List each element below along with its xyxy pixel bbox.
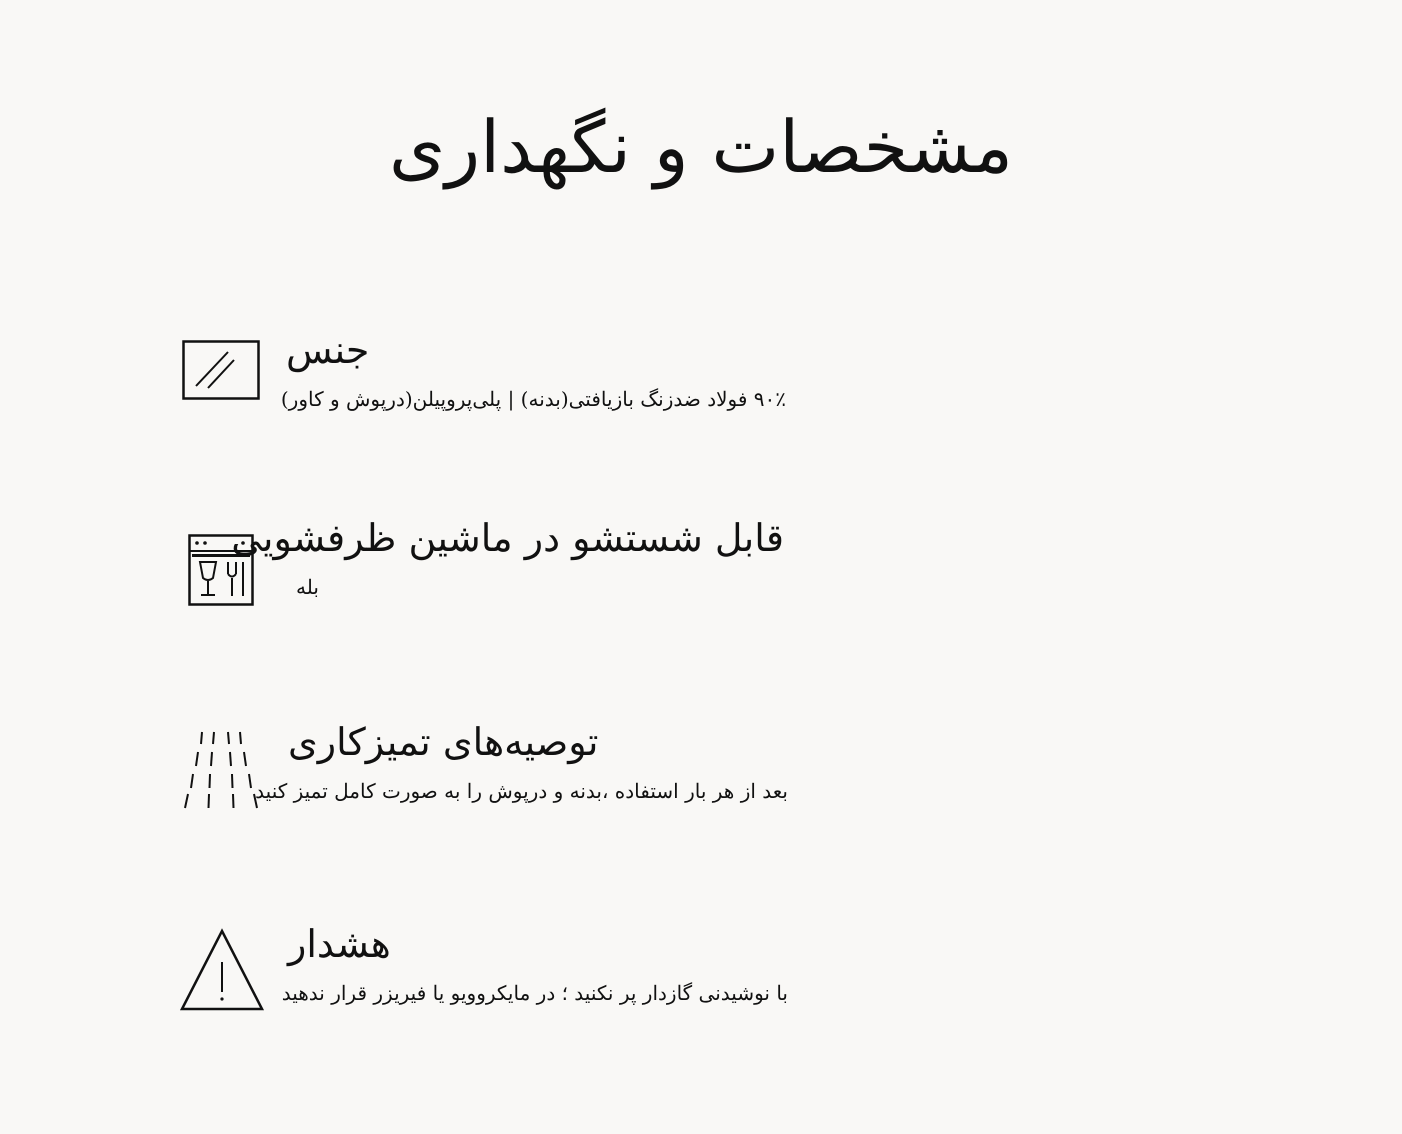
spec-heading: هشدار	[288, 922, 391, 966]
spec-cleaning	[178, 714, 798, 824]
spec-heading: قابل شستشو در ماشین ظرفشویی	[231, 516, 784, 560]
spec-description: بله	[296, 575, 319, 599]
spec-warning-text	[281, 916, 788, 1010]
spec-dishwasher-text	[231, 510, 784, 604]
spec-description: ۹۰٪ فولاد ضدزنگ بازیافتی(بدنه) | پلی‌پروپیلن(درپوش و کاور)	[280, 387, 786, 411]
spec-material	[178, 322, 798, 432]
spec-warning	[178, 916, 798, 1026]
cleaning-spray-icon	[182, 730, 262, 812]
spec-dishwasher	[178, 510, 798, 620]
material-icon	[182, 340, 262, 402]
spec-heading: جنس	[286, 328, 370, 372]
spec-heading: توصیه‌های تمیزکاری	[288, 720, 599, 764]
page-title: مشخصات و نگهداری	[389, 105, 1013, 189]
spec-description: بعد از هر بار استفاده ،بدنه و درپوش را به صورت کامل تمیز کنید	[255, 779, 788, 803]
warning-icon	[180, 928, 266, 1012]
spec-description: با نوشیدنی گازدار پر نکنید ؛ در مایکروویو یا فیریزر قرار ندهید	[281, 981, 788, 1005]
spec-cleaning-text	[255, 714, 788, 808]
spec-material-text	[280, 322, 786, 416]
